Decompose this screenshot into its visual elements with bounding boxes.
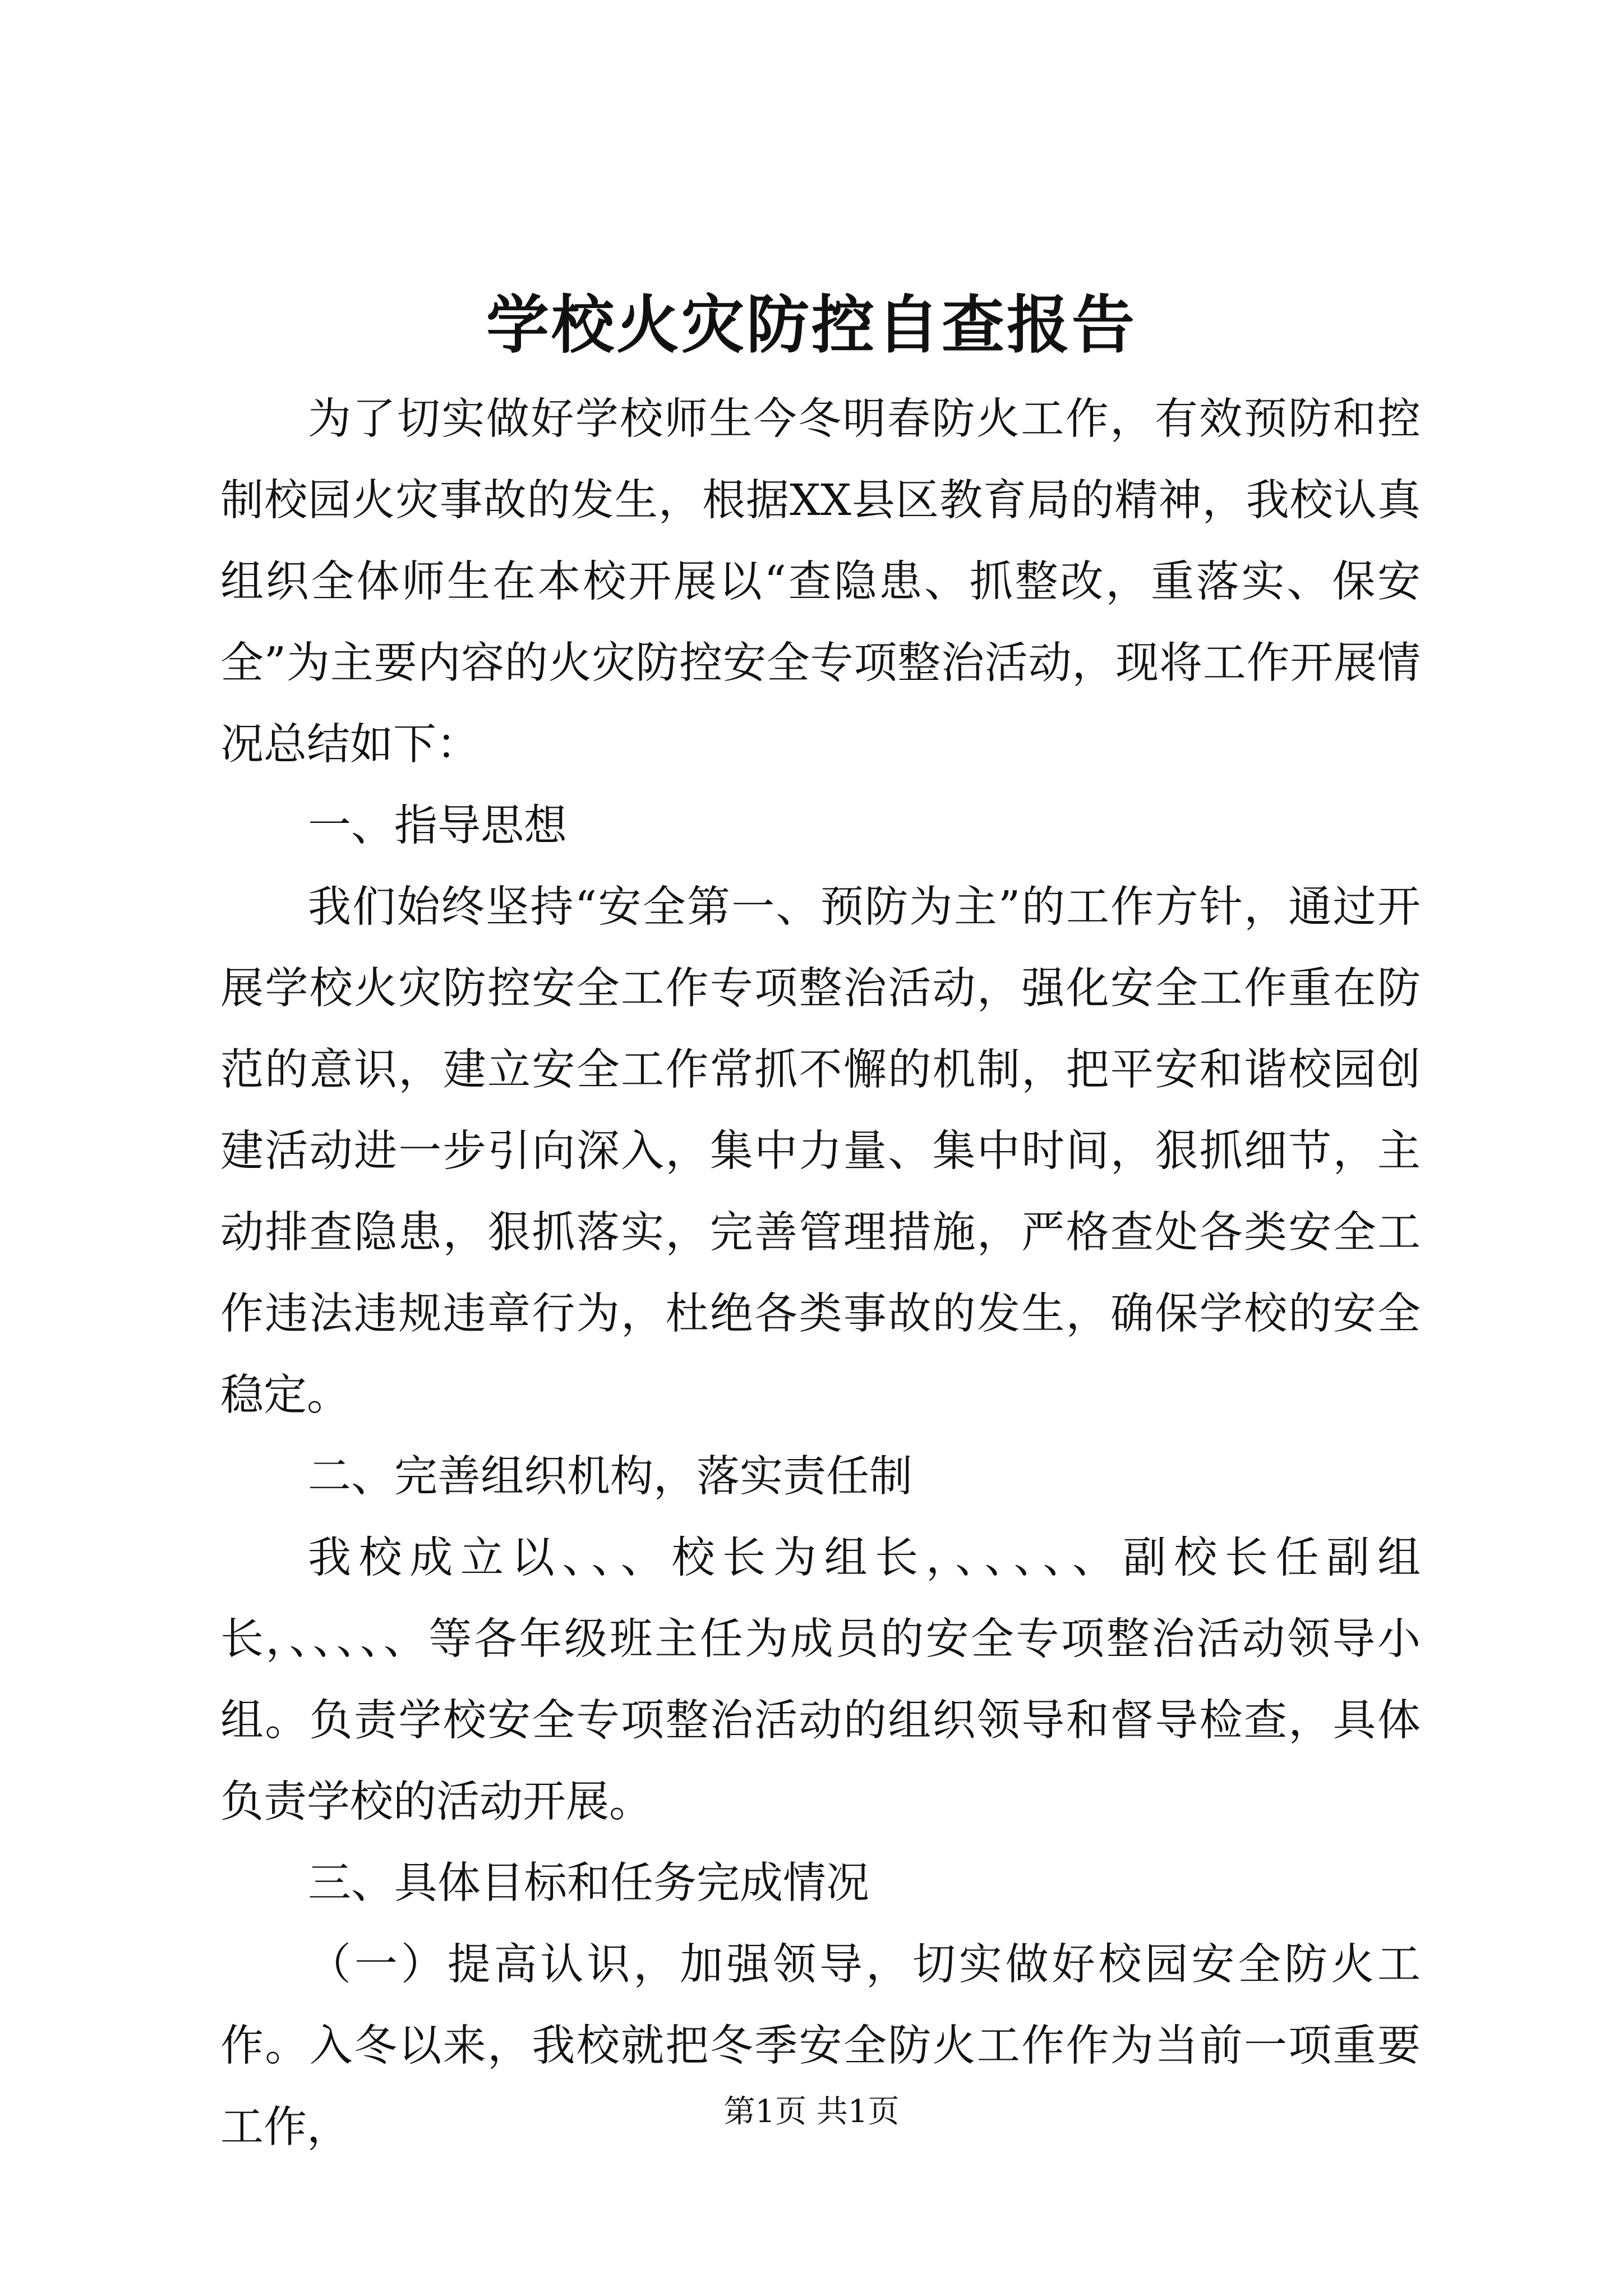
page-number-footer: 第1页 共1页 bbox=[723, 2093, 900, 2130]
guiding-ideology-paragraph: 我们始终坚持“安全第一、预防为主”的工作方针，通过开展学校火灾防控安全工作专项整治活动，强化安全工作重在防范的意识，建立安全工作常抓不懈的机制，把平安和谐校园创建活动进一步引向深入，集中力量、集中时间，狠抓细节，主动排查隐患，狠抓落实，完善管理措施，严格查处各类安全工作违法违规违章行为，杜绝各类事故的发生，确保学校的安全稳定。 bbox=[220, 882, 1421, 1420]
section-heading-goals: 三、具体目标和任务完成情况 bbox=[308, 1858, 869, 1908]
organization-paragraph: 我校成立以、、、校长为组长，、、、、、副校长任副组长，、、、、、等各年级班主任为成员的安全专项整治活动领导小组。负责学校安全专项整治活动的组织领导和督导检查，具体负责学校的活动开展。 bbox=[220, 1533, 1421, 1827]
section-heading-guiding-ideology: 一、指导思想 bbox=[308, 801, 567, 851]
section-heading-organization: 二、完善组织机构，落实责任制 bbox=[308, 1452, 912, 1502]
document-body bbox=[220, 379, 1421, 2168]
goals-paragraph: （一）提高认识，加强领导，切实做好校园安全防火工作。入冬以来，我校就把冬季安全防火工作作为当前一项重要工作， bbox=[220, 1940, 1421, 2152]
document-title: 学校火灾防控自查报告 bbox=[486, 288, 1137, 362]
intro-paragraph: 为了切实做好学校师生今冬明春防火工作，有效预防和控制校园火灾事故的发生，根据XX县区教育局的精神，我校认真组织全体师生在本校开展以“查隐患、抓整改，重落实、保安全”为主要内容的火灾防控安全专项整治活动，现将工作开展情况总结如下： bbox=[220, 394, 1421, 770]
